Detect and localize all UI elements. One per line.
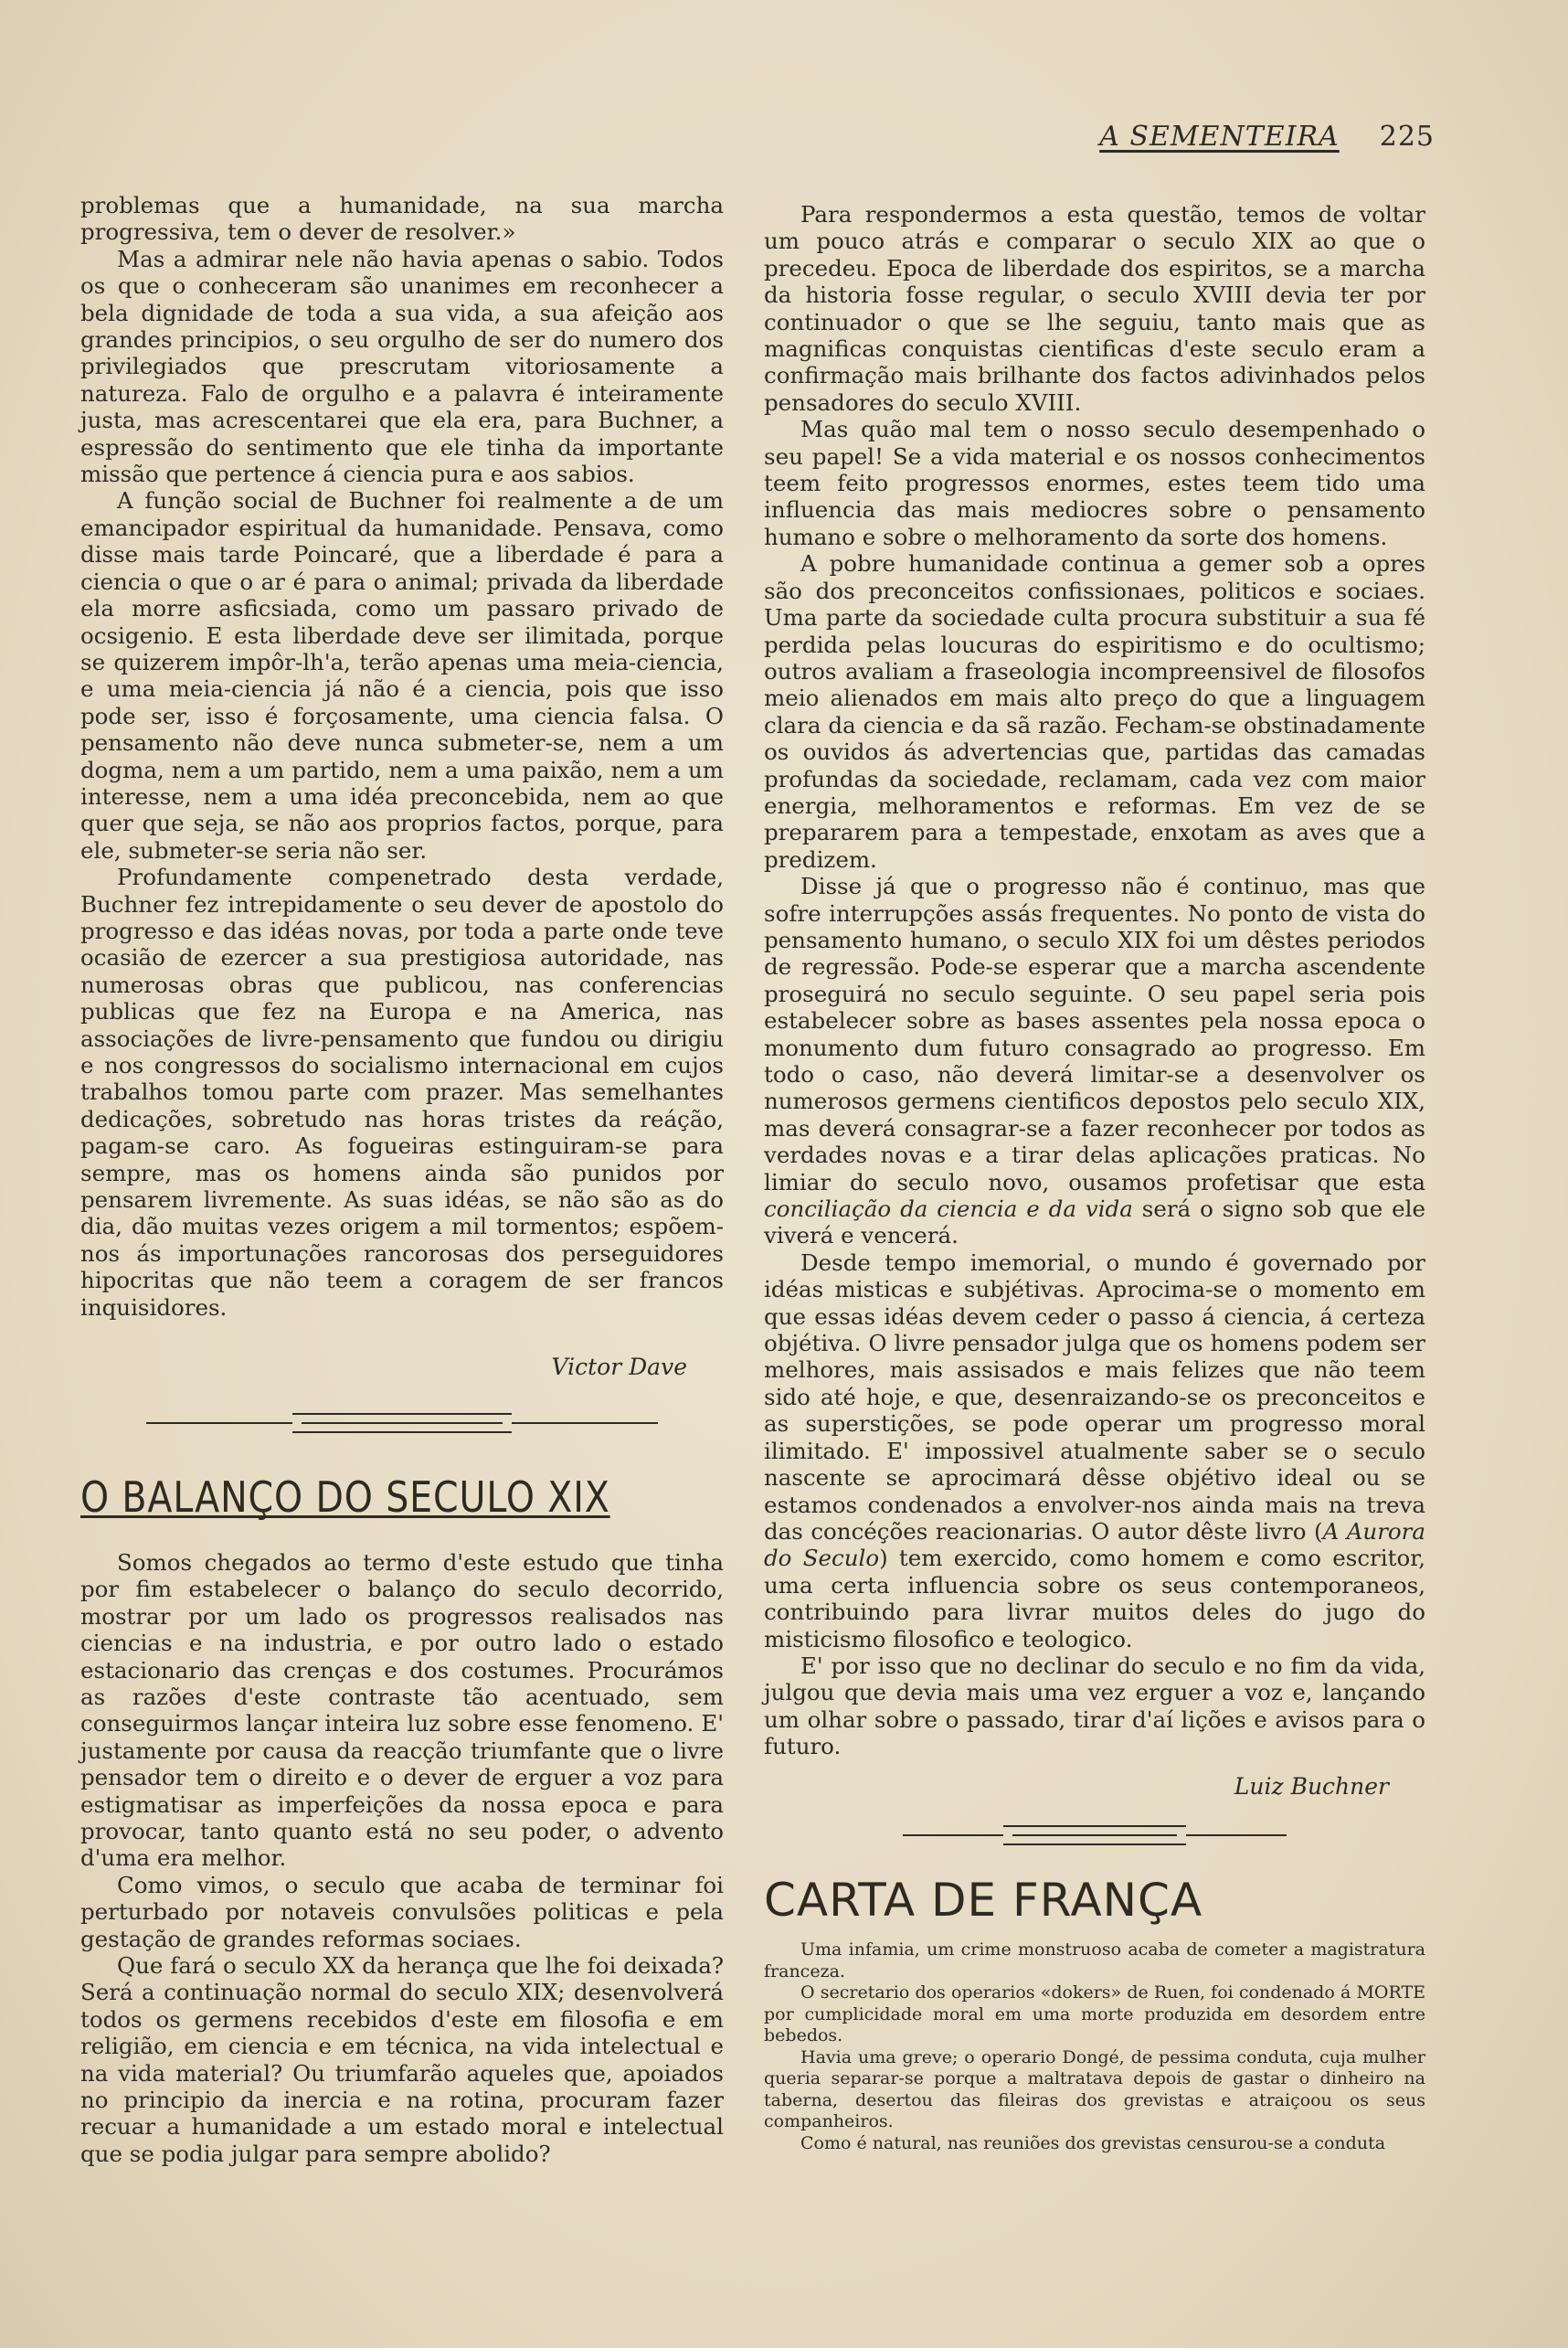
separator-ornament	[903, 1823, 1287, 1860]
paragraph: Como vimos, o seculo que acaba de terminar foi perturbado por notaveis convulsões politicas e pela gestação de grandes reformas sociaes.	[80, 1871, 724, 1952]
left-column	[80, 192, 724, 2167]
paragraph: problemas que a humanidade, na sua marcha progressiva, tem o dever de resolver.»	[80, 192, 724, 246]
right-column	[764, 201, 1425, 2154]
paragraph-text: ) tem exercido, como homem e como escritor, uma certa influencia sobre os seus contemporaneos, contribuindo para livrar muitos deles do jugo do misticismo filosofico e teologico.	[764, 1545, 1425, 1652]
carta-text	[764, 1939, 1425, 2154]
paragraph	[764, 1249, 1425, 1652]
separator-ornament	[146, 1411, 658, 1448]
paragraph: O secretario dos operarios «dokers» de Ruen, foi condenado á MORTE por cumplicidade moral em uma morte produzida em desordem entre bebedos.	[764, 1982, 1425, 2046]
paragraph: Profundamente compenetrado desta verdade, Buchner fez intrepidamente o seu dever de apostolo do progresso e das idéas novas, por toda a parte onde teve ocasião de ezercer a sua prestigiosa autoridade, nas numerosas obras que publicou, nas conferencias publicas que fez na Europa e na America, nas associações de livre-pensamento que fundou ou dirigiu e nos congressos do socialismo internacional em cujos trabalhos tomou parte com prazer. Mas semelhantes dedicações, sobretudo nas horas tristes da reáção, pagam-se caro. As fogueiras estinguiram-se para sempre, mas os homens ainda são punidos por pensarem livremente. As suas idéas, se não são as do dia, dão muitas vezes origem a mil tormentos; espõem-nos ás importunações rancorosas dos perseguidores hipocritas que não teem a coragem de ser francos inquisidores.	[80, 864, 724, 1321]
paragraph: Havia uma greve; o operario Dongé, de pessima conduta, cuja mulher queria separar-se porque a maltratava depois de gastar o dinheiro na taberna, desertou das fileiras dos grevistas e atraiçoou os seus companheiros.	[764, 2046, 1425, 2132]
signature-luiz-buchner: Luiz Buchner	[1234, 1772, 1389, 1800]
section-title-balanco: O BALANÇO DO SECULO XIX	[80, 1472, 610, 1523]
paragraph	[764, 873, 1425, 1249]
emphasis-text: A Aurora do Seculo	[764, 1517, 1425, 1572]
paragraph: Uma infamia, um crime monstruoso acaba de cometer a magistratura franceza.	[764, 1939, 1425, 1981]
journal-title: A SEMENTEIRA	[1099, 121, 1340, 153]
paragraph: E' por isso que no declinar do seculo e no fim da vida, julgou que devia mais uma vez erguer a voz e, lançando um olhar sobre o passado, tirar d'aí lições e avisos para o futuro.	[764, 1652, 1425, 1760]
paragraph-text: Disse já que o progresso não é continuo, mas que sofre interrupções assás frequentes. No ponto de vista do pensamento humano, o seculo XIX foi um dêstes periodos de regressão. Pode-se esperar que a marcha ascendente proseguirá no seculo seguinte. O seu papel seria pois estabelecer sobre as bases assentes pela nossa epoca o monumento dum futuro consagrado ao progresso. Em todo o caso, não deverá limitar-se a desenvolver os numerosos germens cientificos depostos pelo seculo XIX, mas deverá consagrar-se a fazer reconhecer por todos as verdades novas e a tirar delas aplicações praticas. No limiar do seculo novo, ousamos profetisar que esta	[764, 873, 1425, 1195]
page-number: 225	[1379, 121, 1435, 153]
paragraph-text: Desde tempo imemorial, o mundo é governado por idéas misticas e subjétivas. Aprocima-se o momento em que essas idéas devem ceder o passo á ciencia, á certeza objétiva. O livre pensador julga que os homens podem ser melhores, mais assisados e mais felizes que não teem sido até hoje, e que, desenraizando-se os preconceitos e as superstições, se pode operar um progresso moral ilimitado. E' impossivel atualmente saber se o seculo nascente se aprocimará dêsse objétivo ideal ou se estamos condenados a envolver-nos ainda mais na treva das concéções reacionarias. O autor dêste livro (	[764, 1248, 1425, 1545]
section-title-carta: CARTA DE FRANÇA	[764, 1873, 1203, 1927]
paragraph: Que fará o seculo XX da herança que lhe foi deixada? Será a continuação normal do seculo XIX; desenvolverá todos os germens recebidos d'este em filosofia e em religião, em ciencia e em técnica, na vida intelectual e na vida material? Ou triumfarão aqueles que, apoiados no principio da inercia e na rotina, procuram fazer recuar a humanidade a um estado moral e intelectual que se podia julgar para sempre abolido?	[80, 1951, 724, 2167]
paragraph: Como é natural, nas reuniões dos grevistas censurou-se a conduta	[800, 2132, 1386, 2153]
running-head	[1078, 121, 1435, 153]
signature-victor-dave: Victor Dave	[551, 1354, 687, 1381]
paragraph-text: será o signo sob que ele viverá e vencerá.	[764, 1195, 1425, 1249]
paragraph: Somos chegados ao termo d'este estudo que tinha por fim estabelecer o balanço do seculo decorrido, mostrar por um lado os progressos realisados nas ciencias e na industria, e por outro lado o estado estacionario das crenças e dos costumes. Procurámos as razões d'este contraste tão acentuado, sem conseguirmos lançar inteira luz sobre esse fenomeno. E' justamente por causa da reacção triumfante que o livre pensador tem o direito e o dever de erguer a voz para estigmatisar as imperfeições da nossa epoca e para provocar, tanto quanto está no seu poder, o advento d'uma era melhor.	[80, 1548, 724, 1872]
paragraph: Mas a admirar nele não havia apenas o sabio. Todos os que o conheceram são unanimes em reconhecer a bela dignidade de toda a sua vida, a sua afeição aos grandes principios, o seu orgulho de ser do numero dos privilegiados que prescrutam vitoriosamente a natureza. Falo de orgulho e a palavra é inteiramente justa, mas acrescentarei que ela era, para Buchner, a espressão do sentimento que ele tinha da importante missão que pertence á ciencia pura e aos sabios.	[80, 245, 724, 488]
paragraph: A função social de Buchner foi realmente a de um emancipador espiritual da humanidade. Pensava, como disse mais tarde Poincaré, que a liberdade é para a ciencia o que o ar é para o animal; privada da liberdade ela morre asficsiada, como um passaro privado de ocsigenio. E esta liberdade deve ser ilimitada, porque se quizerem impôr-lh'a, terão apenas uma meia-ciencia, e uma meia-ciencia já não é a ciencia, pois que isso pode ser, isso é forçosamente, uma ciencia falsa. O pensamento não deve nunca submeter-se, nem a um dogma, nem a um partido, nem a uma paixão, nem a um interesse, nem a uma idéa preconcebida, nem ao que quer que seja, se não aos proprios factos, porque, para ele, submeter-se seria não ser.	[80, 487, 724, 864]
emphasis-text: conciliação da ciencia e da vida	[764, 1195, 1133, 1223]
paragraph: A pobre humanidade continua a gemer sob a opres são dos preconceitos confissionaes, politicos e sociaes. Uma parte da sociedade culta procura substituir a sua fé perdida pelas loucuras do espiritismo e do ocultismo; outros avaliam a fraseologia incompreensivel de filosofos meio alienados em mais alto preço do que a linguagem clara da ciencia e da sã razão. Fecham-se obstinadamente os ouvidos ás advertencias que, partidas das camadas profundas da sociedade, reclamam, cada vez com maior energia, melhoramentos e reformas. Em vez de se prepararem para a tempestade, enxotam as aves que a predizem.	[764, 550, 1425, 873]
paragraph: Para respondermos a esta questão, temos de voltar um pouco atrás e comparar o seculo XIX ao que o precedeu. Epoca de liberdade dos espiritos, se a marcha da historia fosse regular, o seculo XVIII devia ter por continuador o que se lhe seguiu, tanto mais que as magnificas conquistas cientificas d'este seculo eram a confirmação mais brilhante dos factos adivinhados pelos pensadores do seculo XVIII.	[764, 201, 1425, 416]
paragraph: Mas quão mal tem o nosso seculo desempenhado o seu papel! Se a vida material e os nossos conhecimentos teem feito progressos enormes, estes teem tido uma influencia das mais mediocres sobre o pensamento humano e sobre o melhoramento da sorte dos homens.	[764, 416, 1425, 550]
